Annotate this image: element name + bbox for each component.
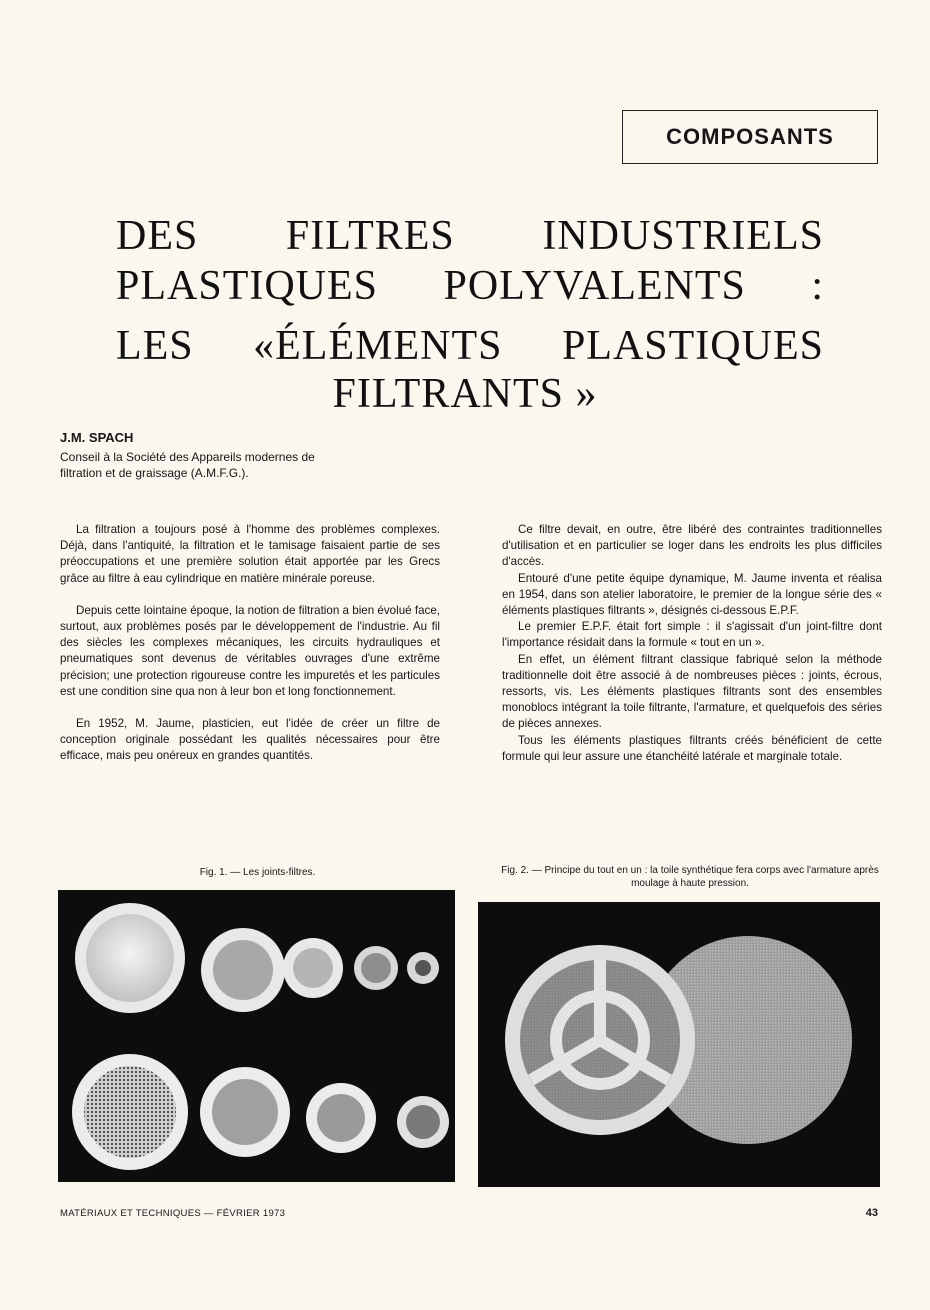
paragraph: En effet, un élément filtrant classique fabriqué selon la méthode traditionnelle doit être associé à de nombreuses pièces : joints, écrous, ressorts, vis. Les éléments plastiques filtrants sont des ensembles monoblocs intégrant la toile filtrante, l'armature, et quelquefois des séries de pièces annexes. [502,652,882,731]
title-word: DES [116,213,199,259]
right-column [502,522,882,765]
figure-1-caption: Fig. 1. — Les joints-filtres. [199,867,316,878]
paragraph: En 1952, M. Jaume, plasticien, eut l'idée de créer un filtre de conception originale possédant les qualités nécessaires pour être efficace, mais peu onéreux en grandes quantités. [60,717,440,763]
paragraph: Entouré d'une petite équipe dynamique, M. Jaume inventa et réalisa en 1954, dans son atelier laboratoire, le premier de la longue série des « éléments plastiques filtrants », désignés ci-dessous E.P.F. [502,571,882,618]
title-word: PLASTIQUES [116,263,379,309]
title-word: POLYVALENTS [443,263,746,309]
paragraph: Le premier E.P.F. était fort simple : il s'agissait d'un joint-filtre dont l'importance résidait dans la formule « tout en un ». [502,620,882,650]
article-title-line-4: FILTRANTS » [332,371,598,417]
title-word: LES [116,323,194,369]
paragraph: Depuis cette lointaine époque, la notion de filtration a bien évolué face, surtout, aux problèmes posés par le développement de l'industrie. Au fil des siècles les complexes mécaniques, les circuits hydrauliques et pneumatiques sont devenus de véritables ouvrages d'une extrême précision; une protection rigoureuse contre les impuretés et les particules est une condition sine qua non à leur bon et long fonctionnement. [60,603,440,698]
figure-1-photo [58,890,455,1182]
article-title-line-3 [116,322,824,370]
title-word: «ÉLÉMENTS [253,323,503,369]
left-column [60,522,440,765]
page-footer: MATÉRIAUX ET TECHNIQUES — FÉVRIER 1973 [60,1208,286,1219]
paragraph: La filtration a toujours posé à l'homme des problèmes complexes. Déjà, dans l'antiquité, la filtration et le tamisage faisaient partie de ses préoccupations et une première solution était apportée par les Grecs grâce au filtre à eau cylindrique en matière minérale poreuse. [60,523,440,585]
section-label: COMPOSANTS [622,110,878,164]
figure-2-photo [478,902,880,1187]
title-word: INDUSTRIELS [542,213,824,259]
author-affiliation: Conseil à la Société des Appareils modernes de filtration et de graissage (A.M.F.G.). [60,450,315,480]
title-word: PLASTIQUES [561,323,824,369]
figure-2-caption: Fig. 2. — Principe du tout en un : la toile synthétique fera corps avec l'armature après moulage à haute pression. [501,865,879,889]
filter-armature [505,945,695,1135]
article-title-line-2 [116,262,824,310]
author-name: J.M. SPACH [60,430,134,445]
page-number: 43 [865,1207,878,1219]
paragraph: Ce filtre devait, en outre, être libéré des contraintes traditionnelles d'utilisation et en particulier se loger dans les endroits les plus difficiles d'accès. [502,523,882,569]
title-word: : [811,263,824,309]
paragraph: Tous les éléments plastiques filtrants créés bénéficient de cette formule qui leur assure une étanchéité latérale et marginale totale. [502,733,882,763]
title-word: FILTRES [285,213,455,259]
article-title-line-1 [116,212,824,260]
